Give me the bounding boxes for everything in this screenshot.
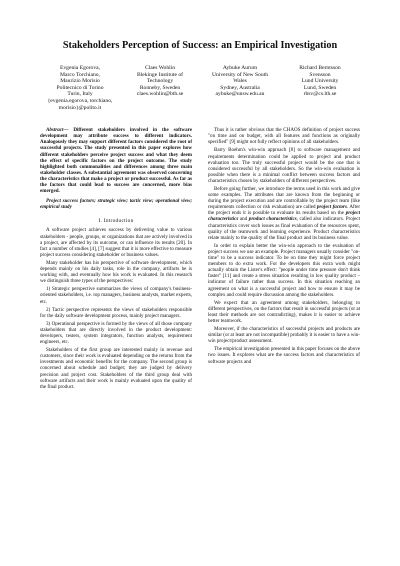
- paragraph: Moreover, if the characteristics of successful projects and products are similar (or at least are not incompatible) probably it is easier to have a win-win project/product assessment.: [208, 326, 360, 345]
- list-item: 3) Operational perspective is formed by the views of all those company stakeholders that are directly involved in the product development: developers, testers, system integrators, function analysts, requirement engineers, etc.: [40, 320, 192, 346]
- section-heading: I. Introduction: [98, 218, 134, 225]
- author-line: Blekinge Institute of: [137, 71, 183, 78]
- author-line: Marco Torchiano,: [60, 71, 100, 78]
- author-line: Turin, Italy: [67, 91, 93, 98]
- author-line: rbsv@cs.lth.se: [303, 91, 337, 98]
- paper-title: Stakeholders Perception of Success: an Empirical Investigation: [62, 40, 338, 51]
- paragraph: [208, 186, 360, 241]
- text-run: , called also indicators. Project characteristics cover such issues as final evaluation of the resources spent, quality of the teamwork and learning experience. Product characteristics relate mainly to the quality of the final product and its business value.: [208, 216, 361, 241]
- abstract-lead: Abstract: [46, 127, 64, 134]
- paragraph: Thus it is rather obvious that the CHAOS definition of project success "on time and on budget, with all features and functions as originally specified" [9] might not fully reflect opinions of all stakeholders.: [208, 127, 360, 146]
- author-line: {evgenia.egorova, torchiano,: [47, 97, 113, 104]
- paragraph: Many stakeholder has his perspective of software development, which depends mainly on his daily tasks, role in the company, artifacts he is working with, and eventually how his work is evaluated. In this research we distinguish three types of the perspectives:: [40, 259, 192, 285]
- author-line: claes.wohlin@bth.se: [136, 91, 184, 98]
- text-run: Before going further, we introduce the terms used in this work and give some examples. The attributes that are known from the beginning or during the project execution and are controllable by the project team (like requirements collection or risk evaluation) are called: [208, 186, 360, 211]
- author-line: Svensson: [309, 71, 331, 78]
- paragraph: In order to explain better the win-win approach to the evaluation of project success we use an example. Project managers usually consider "on-time" to be a success indicator. To be on time they might force project members to do extra work. For the developers this extra work might actually obtain the Lister's effect: "people under time pressure don't think faster" [11] and create a stress situation resulting in low quality product – indicator of failure rather than success. In this situation reaching an agreement on what is a successful project and how to ensure it may be complex and could require discussion among the stakeholders.: [208, 242, 360, 298]
- list-item: 1) Strategic perspective summarizes the views of company's business-oriented stakeholders, i.e. top managers, business analysts, market experts, etc.: [40, 286, 192, 305]
- abstract-text: — Different stakeholders involved in the software development may attribute success to different indicators. Analogously they may support different factors considered the root of successful projects. The study presented in this paper explores how different stakeholders perceive project success and what they deem the effect of specific factors on the project outcome. The study highlighted both commonalities and differences among three main stakeholder classes. A substantial agreement was observed concerning the characteristics that make a project or product successful. As far as the factors that could lead to success are concerned, more bias emerged.: [40, 127, 192, 195]
- paragraph: We expect that an agreement among stakeholders, belonging to different perspectives, on the factors that result in successful projects (or at least their methods are not contradicting), makes it is easier to achieve better teamwork.: [208, 299, 360, 324]
- term-product-characteristics: product characteristics: [248, 216, 297, 223]
- abstract: [40, 127, 192, 194]
- author-line: Maurizio Morisio: [60, 78, 100, 85]
- left-column: [40, 127, 192, 392]
- author-line: Evgenia Egorova,: [59, 65, 101, 71]
- author-line: Claes Wohlin: [144, 65, 176, 71]
- author-line: Sydney, Australia: [220, 84, 260, 91]
- list-item: 2) Tactic perspective represents the views of stakeholders responsible for the daily software development process, mainly project managers.: [40, 306, 192, 319]
- author-list: [40, 65, 360, 111]
- author-line: Politecnico di Torino: [56, 84, 104, 91]
- author-line: Richard Berntsson: [299, 65, 341, 71]
- text-run: . After the project ends it is possible to evaluate its results based on the: [208, 204, 360, 217]
- author-block-2: [120, 65, 200, 111]
- author-line: Wales: [233, 78, 247, 85]
- author-block-3: [200, 65, 280, 111]
- right-column: [208, 127, 360, 392]
- paragraph: A software project achieves success by delivering value to various stakeholders - people, groups, or organizations that are actively involved in a project, are affected by its outcome, or can influence its results [20]. In fact a number of studies [4], [7] suggest that it is more effective to measure project success considering stakeholder or business values.: [40, 227, 192, 258]
- author-line: Ronneby, Sweden: [139, 84, 181, 91]
- author-block-4: [280, 65, 360, 111]
- paragraph: The empirical investigation presented in this paper focuses on the above two issues. It explores what are the success factors and characteristics of software projects and: [208, 346, 360, 365]
- author-block-1: [40, 65, 120, 111]
- keywords: Project success factors; strategic view; tactic view; operational view; empirical study: [40, 198, 192, 211]
- body-columns: [40, 127, 360, 392]
- author-line: Lund, Sweden: [303, 84, 337, 91]
- term-project-factors: project factors: [316, 204, 347, 211]
- author-line: Lund University: [301, 78, 339, 85]
- author-line: Aybuke Aurum: [222, 65, 258, 71]
- paragraph: Stakeholders of the first group are interested mainly in revenue and customers, since their work is evaluated depending on the returns from the investments and economic benefits for the company. The second group is concerned about schedule and budget; they are judged by delivery precision and project cost. Stakeholders of the third group deal with software artifacts and their work is mainly evaluated upon the quality of the final product.: [40, 347, 192, 390]
- author-line: morisio}@polito.it: [58, 104, 102, 111]
- term-project-characteristics: project characteristics: [208, 210, 360, 223]
- author-line: Technology: [146, 78, 174, 85]
- author-line: aybuke@unsw.edu.au: [215, 91, 265, 98]
- text-run: and: [238, 216, 249, 223]
- paragraph: Barry Boehm's win-win approach [8] to software management and requirements determination could be applied to project and product evaluation too. The truly successful project would be the one that is considered successful by all stakeholders. So the win-win evaluation is possible when there is a minimal conflict between success factors and characteristics chosen by stakeholders of different perspectives.: [208, 147, 360, 184]
- author-line: University of New South: [211, 71, 269, 78]
